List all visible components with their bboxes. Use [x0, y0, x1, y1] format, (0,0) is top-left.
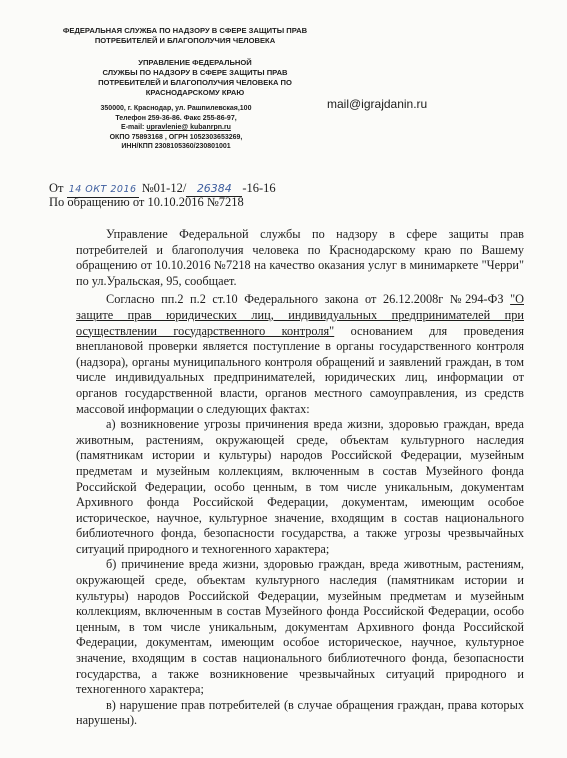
department-line-3: ПОТРЕБИТЕЛЕЙ И БЛАГОПОЛУЧИЯ ЧЕЛОВЕКА ПО	[98, 78, 292, 87]
handwritten-date-stamp: 14 ОКТ 2016	[67, 182, 139, 198]
agency-name-line-2: ПОТРЕБИТЕЛЕЙ И БЛАГОПОЛУЧИЯ ЧЕЛОВЕКА	[94, 36, 276, 45]
legal-basis-text: Согласно пп.2 п.2 ст.10 Федерального закона от 26.12.2008г №294-ФЗ	[106, 292, 511, 307]
letterhead-contacts	[66, 104, 286, 152]
number-prefix: №01-12/	[141, 181, 187, 195]
inn-kpp-line: ИНН/КПП 2308105360/230801001	[121, 143, 231, 150]
number-suffix: -16-16	[242, 181, 276, 195]
paragraph-legal-basis	[76, 292, 524, 417]
law-title-link[interactable]: "О защите прав юридических лиц, индивидуальных предпринимателей при осуществлении государственного контроля"	[76, 292, 524, 338]
recipient-email: mail@igrajdanin.ru	[327, 97, 428, 111]
email-prefix: E-mail:	[121, 124, 147, 131]
department-line-2: СЛУЖБЫ ПО НАДЗОРУ В СФЕРЕ ЗАЩИТЫ ПРАВ	[102, 68, 288, 77]
email-line	[66, 123, 286, 133]
letterhead-department	[60, 58, 330, 98]
paragraph-item-b: б) причинение вреда жизни, здоровью граждан, вреда животным, растениям, окружающей среде, объектам культурного наследия (памятникам истории и культуры) народов Российской Федерации, музейным предметам и музейным коллекциям, включенным в состав Музейного фонда Российской Федерации, особо ценным, в том числе уникальным, документам Архивного фонда Российской Федерации, документам, имеющим особое историческое, научное, культурное значение, входящим в состав национального библиотечного фонда, безопасности государства, а также возникновение чрезвычайных ситуаций природного и техногенного характера;	[76, 557, 524, 697]
paragraph-item-c: в) нарушение прав потребителей (в случае обращения граждан, права которых нарушены).	[76, 697, 524, 728]
department-line-4: КРАСНОДАРСКОМУ КРАЮ	[145, 88, 245, 97]
from-label: От	[49, 181, 64, 195]
agency-email-link[interactable]: upravlenie@ kubanrpn.ru	[146, 124, 231, 131]
okpo-ogrn-line: ОКПО 75893168 , ОГРН 1052303653269,	[109, 133, 243, 141]
letter-body	[76, 227, 524, 729]
letterhead-agency	[40, 26, 330, 46]
paragraph-intro: Управление Федеральной службы по надзору в сфере защиты прав потребителей и благополучия человека по Краснодарскому краю по Вашему обращению от 10.10.2016 №7218 на качество оказания услуг в минимаркете "Черри" по ул.Уральская, 95, сообщает.	[76, 227, 524, 288]
agency-name-line-1: ФЕДЕРАЛЬНАЯ СЛУЖБА ПО НАДЗОРУ В СФЕРЕ ЗАЩИТЫ ПРАВ	[62, 26, 308, 35]
handwritten-number: 26384	[186, 181, 242, 197]
department-line-1: УПРАВЛЕНИЕ ФЕДЕРАЛЬНОЙ	[138, 58, 252, 67]
legal-basis-text-cont: основанием для проведения внеплановой проверки является поступление в органы государственного контроля (надзора), органы муниципального контроля обращений и заявлений граждан, в том числе индивидуальных предпринимателей, юридических лиц, информации от органов государственной власти, органов местного самоуправления, из средств массовой информации о следующих фактах:	[76, 323, 525, 416]
paragraph-item-a: а) возникновение угрозы причинения вреда жизни, здоровью граждан, вреда животным, растениям, окружающей среде, объектам культурного наследия (памятникам истории и культуры) народов Российской Федерации, музейным предметам и музейным коллекциям, включенным в состав Музейного фонда Российской Федерации, особо ценным, в том числе уникальным, документам Архивного фонда Российской Федерации, документам, имеющим особое историческое, научное, культурное значение, входящим в состав национального библиотечного фонда, безопасности государства, а также угрозы чрезвычайных ситуаций природного и техногенного характера;	[76, 417, 524, 556]
reply-reference-line: По обращению от 10.10.2016 №7218	[49, 195, 244, 209]
phone-fax-line: Телефон 259-36-86. Факс 255-86-97,	[115, 114, 237, 122]
address-line: 350000, г. Краснодар, ул. Рашпилевская,100	[100, 105, 252, 112]
